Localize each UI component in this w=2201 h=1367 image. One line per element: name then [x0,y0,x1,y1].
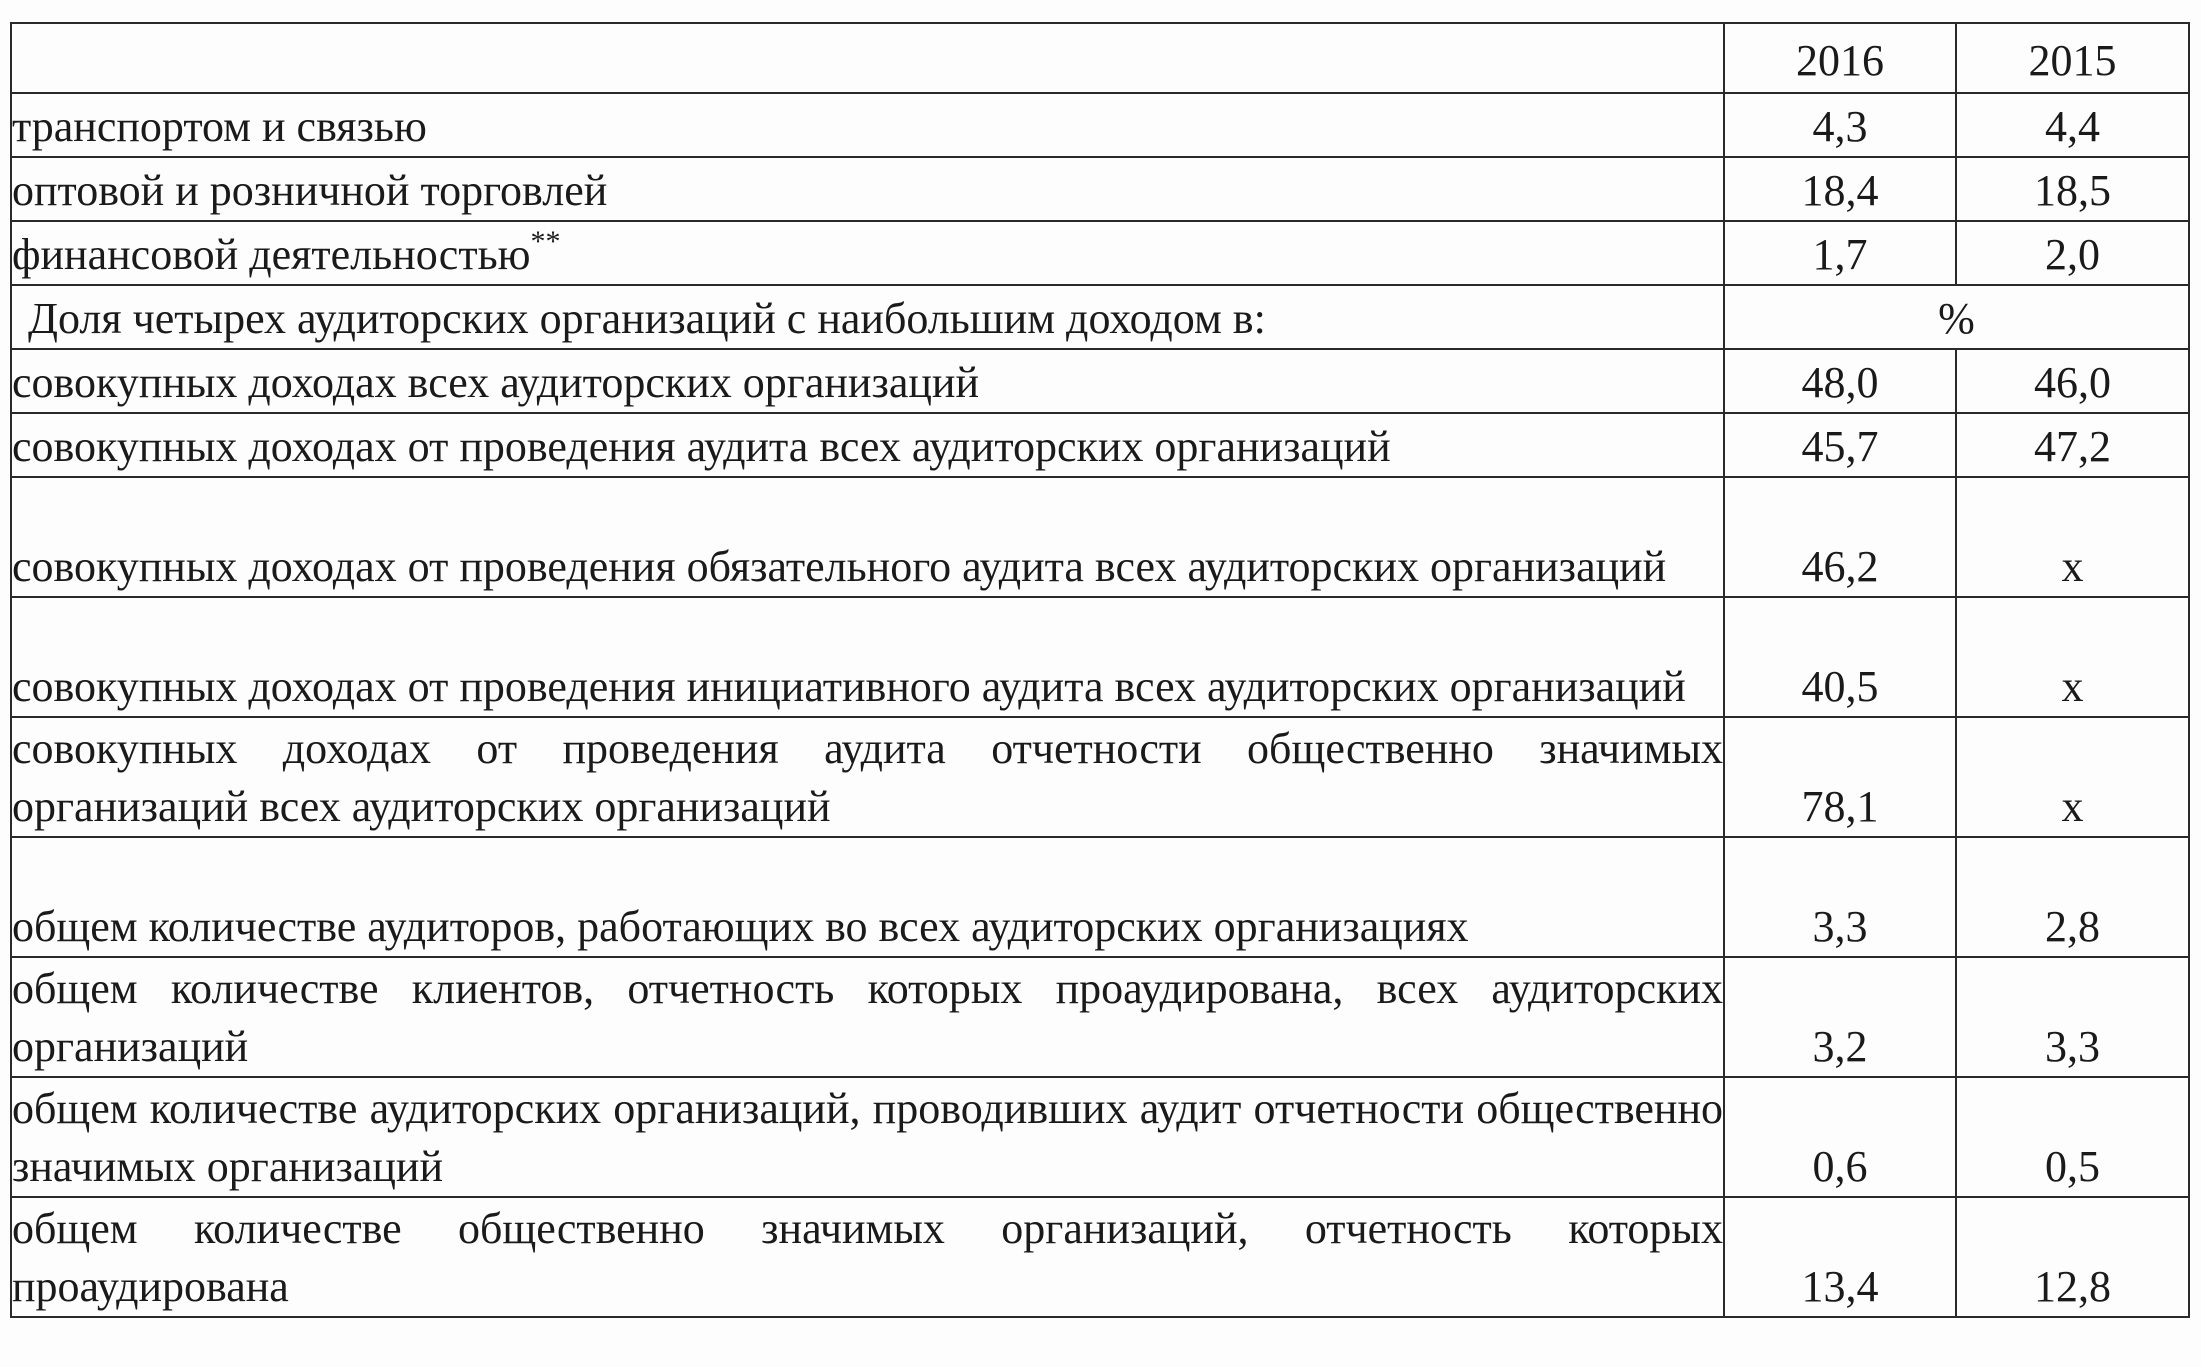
value-2015: 47,2 [1956,413,2189,477]
table-row [11,837,2189,957]
section-unit: % [1724,285,2189,349]
table-row [11,349,2189,413]
value-2015: 0,5 [1956,1077,2189,1197]
table-row [11,717,2189,837]
row-label: оптовой и розничной торговлей [11,157,1724,221]
row-label-cell [11,221,1724,285]
value-2015: 2,0 [1956,221,2189,285]
value-2015: x [1956,597,2189,717]
value-2015: 18,5 [1956,157,2189,221]
row-label: общем количестве аудиторов, работающих во всех аудиторских организациях [11,837,1724,957]
row-label: общем количестве клиентов, отчетность которых проаудирована, всех аудиторских организаций [11,957,1724,1077]
value-2016: 1,7 [1724,221,1956,285]
footnote-mark: ** [530,225,561,258]
table-row [11,93,2189,157]
value-2015: 12,8 [1956,1197,2189,1317]
row-label: совокупных доходах от проведения аудита всех аудиторских организаций [11,413,1724,477]
value-2015: 2,8 [1956,837,2189,957]
table-row [11,221,2189,285]
value-2015: x [1956,717,2189,837]
value-2016: 0,6 [1724,1077,1956,1197]
table-row [11,413,2189,477]
table-header-row [11,23,2189,93]
value-2016: 18,4 [1724,157,1956,221]
value-2016: 40,5 [1724,597,1956,717]
row-label: финансовой деятельностью [12,230,531,279]
value-2016: 3,2 [1724,957,1956,1077]
section-header-row [11,285,2189,349]
value-2015: 3,3 [1956,957,2189,1077]
row-label: совокупных доходах от проведения обязательного аудита всех аудиторских организаций [11,477,1724,597]
row-label: совокупных доходах всех аудиторских организаций [11,349,1724,413]
section-label: Доля четырех аудиторских организаций с наибольшим доходом в: [11,285,1724,349]
value-2016: 78,1 [1724,717,1956,837]
table-row [11,157,2189,221]
table-row [11,597,2189,717]
value-2015: x [1956,477,2189,597]
header-year-2016: 2016 [1724,23,1956,93]
value-2015: 4,4 [1956,93,2189,157]
table-row [11,957,2189,1077]
row-label: совокупных доходах от проведения инициативного аудита всех аудиторских организаций [11,597,1724,717]
table-row [11,1077,2189,1197]
row-label: транспортом и связью [11,93,1724,157]
value-2016: 45,7 [1724,413,1956,477]
value-2016: 48,0 [1724,349,1956,413]
header-empty-cell [11,23,1724,93]
value-2016: 3,3 [1724,837,1956,957]
table-row [11,1197,2189,1317]
row-label: общем количестве общественно значимых организаций, отчетность которых проаудирована [11,1197,1724,1317]
value-2016: 13,4 [1724,1197,1956,1317]
table-row [11,477,2189,597]
header-year-2015: 2015 [1956,23,2189,93]
value-2016: 46,2 [1724,477,1956,597]
value-2016: 4,3 [1724,93,1956,157]
audit-statistics-table [10,22,2190,1318]
row-label: общем количестве аудиторских организаций, проводивших аудит отчетности общественно значимых организаций [11,1077,1724,1197]
row-label: совокупных доходах от проведения аудита отчетности общественно значимых организаций всех аудиторских организаций [11,717,1724,837]
value-2015: 46,0 [1956,349,2189,413]
